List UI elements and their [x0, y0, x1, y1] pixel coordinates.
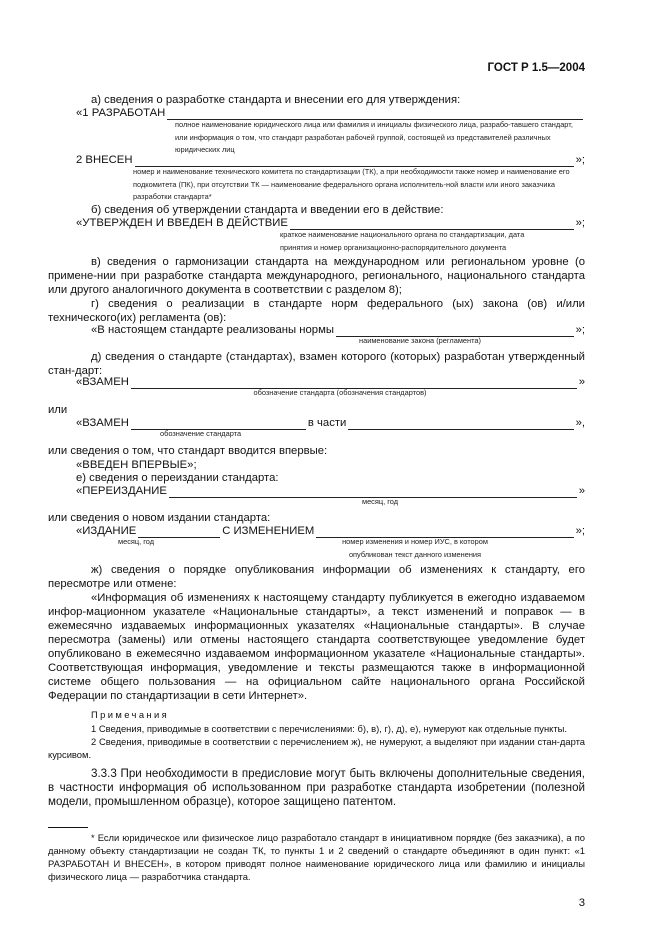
field-label: 2 ВНЕСЕН: [76, 154, 133, 166]
field-label: «ИЗДАНИЕ: [76, 525, 137, 537]
field-norms: [91, 323, 585, 337]
item-zh: ж) сведения о порядке опубликования информации об изменениях к стандарту, его пересмотре или отмене:: [48, 564, 585, 590]
field-label: «В настоящем стандарте реализованы нормы: [91, 324, 334, 336]
or-label: или: [48, 404, 68, 416]
caption-replaces: обозначение стандарта (обозначения стандартов): [253, 388, 427, 397]
item-e-title: е) сведения о переиздании стандарта:: [76, 472, 279, 484]
caption-replaces-part: обозначение стандарта: [160, 429, 242, 438]
item-a-title: а) сведения о разработке стандарта и внесении его для утверждения:: [91, 94, 461, 106]
caption-reissue: месяц, год: [361, 497, 399, 506]
quote-end: »;: [575, 324, 585, 336]
caption-approved: краткое наименование национального органа по стандартизации, дата принятия и номер организационно-распорядительного документа: [280, 230, 525, 252]
caption-norms: наименование закона (регламента): [359, 336, 481, 345]
quote-end: »: [578, 376, 585, 388]
field-approved: [76, 216, 585, 230]
field-label: «ПЕРЕИЗДАНИЕ: [76, 485, 167, 497]
caption-edition-change: номер изменения и номер ИУС, в котором опубликован текст данного изменения: [342, 537, 488, 559]
field-reissue: [76, 484, 585, 498]
introduced-first: «ВВЕДЕН ВПЕРВЫЕ»;: [76, 459, 197, 471]
item-g: г) сведения о реализации в стандарте норм федерального (ых) закона (ов) и/или технического(их) регламента (ов):: [48, 298, 585, 324]
field-developed: [76, 106, 585, 120]
item-d: д) сведения о стандарте (стандартах), взамен которого (которых) разработан утвержденный стан-дарт:: [48, 351, 585, 377]
field-label: «ВЗАМЕН: [76, 417, 129, 429]
footnote: * Если юридическое или физическое лицо разработало стандарт в инициативном порядке (без заказчика), а по данному объекту стандартизации не создан ТК, то пункты 1 и 2 сведений о стандарте объединяют в один пункт: «1 РАЗРАБОТАН И ВНЕСЕН», в котором приводят полное наименование юридического лица или фамилию и инициалы физического лица — разработчика стандарта.: [48, 832, 585, 882]
item-b-title: б) сведения об утверждении стандарта и введении его в действие:: [91, 204, 444, 216]
field-label: в части: [307, 417, 347, 429]
quote-end: »,: [575, 417, 585, 429]
quote-end: »;: [575, 217, 585, 229]
field-label: С ИЗМЕНЕНИЕМ: [222, 525, 315, 537]
document-header: ГОСТ Р 1.5—2004: [487, 62, 585, 74]
note-1: 1 Сведения, приводимые в соответствии с перечислениями: б), в), г), д), е), нумеруют как отдельные пункты.: [91, 723, 567, 734]
new-edition-intro: или сведения о новом издании стандарта:: [48, 512, 271, 524]
caption-edition-date: месяц, год: [118, 537, 155, 546]
quote-end: »: [578, 485, 585, 497]
section-3-3-3: 3.3.3 При необходимости в предисловие могут быть включены дополнительные сведения, в частности информация об использованном при разработке стандарта изобретении (полезной модели, промышленном образце), которое защищено патентом.: [48, 767, 585, 808]
field-label: «1 РАЗРАБОТАН: [76, 107, 166, 119]
item-v: в) сведения о гармонизации стандарта на международном или региональном уровне (о примене-нии при разработке стандарта международного, регионального, национального стандарта или другого аналогичного документа в соответствии с разделом 8);: [48, 256, 585, 296]
quote-end: »;: [575, 525, 585, 537]
caption-submitted: номер и наименование технического комитета по стандартизации (ТК), а при необходимости также номер и наименование его подкомитета (ПК), при отсутствии ТК — наименование федерального органа исполнитель-ной власти или иного заказчика разработки стандарта*: [133, 167, 570, 201]
field-label: «ВЗАМЕН: [76, 376, 129, 388]
page-number: 3: [578, 897, 585, 909]
notes-title: Примечания: [91, 709, 170, 720]
field-label: «УТВЕРЖДЕН И ВВЕДЕН В ДЕЙСТВИЕ: [76, 217, 288, 229]
quote-end: »;: [575, 154, 585, 166]
blank-line: [348, 418, 573, 430]
item-zh-quote: «Информация об изменениях к настоящему стандарту публикуется в ежегодно издаваемом инфор-мационном указателе «Национальные стандарты», а текст изменений и поправок — в ежемесячно издаваемых информационных указателях «Национальные стандарты». В случае пересмотра (замены) или отмены настоящего стандарта соответствующее уведомление будет опубликовано в ежемесячно издаваемом информационном указателе «Национальные стандарты». Соответствующая информация, уведомление и тексты размещаются также в информационной системе общего пользования — на официальном сайте национального органа Российской Федерации по стандартизации в сети Интернет».: [48, 592, 585, 702]
caption-developed: полное наименование юридического лица или фамилия и инициалы физического лица, разрабо-тавшего стандарт, или информация о том, что стандарт разработан рабочей группой, состоящей из представителей различных юридических лиц: [175, 120, 573, 154]
field-submitted: [76, 153, 585, 167]
footnote-rule: [48, 827, 88, 828]
note-2: 2 Сведения, приводимые в соответствии с перечислением ж), не нумеруют, а выделяют при издании стан-дарта курсивом.: [48, 736, 585, 760]
field-replaces-part: [76, 416, 585, 430]
first-intro: или сведения о том, что стандарт вводится впервые:: [48, 445, 328, 457]
